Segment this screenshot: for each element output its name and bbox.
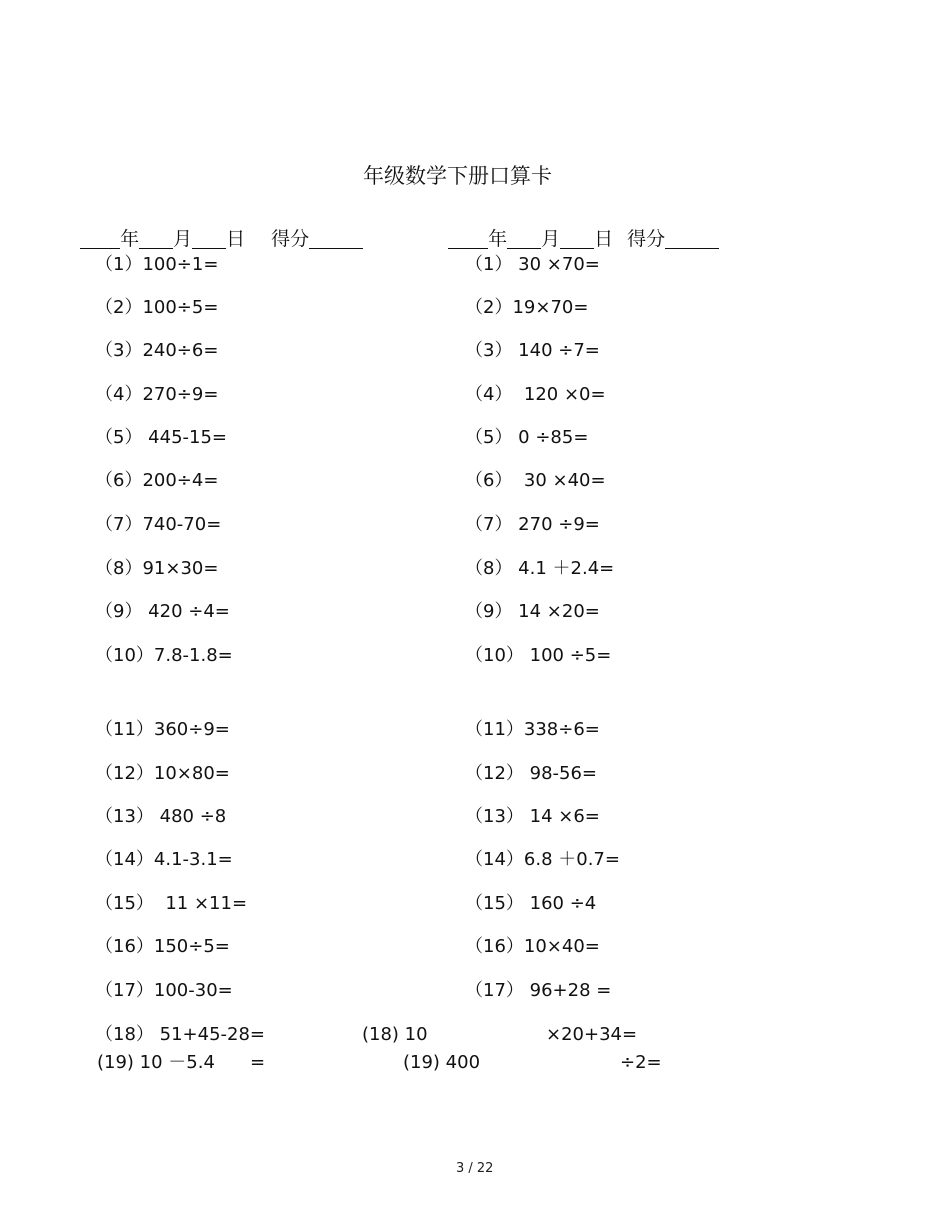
problem-item: （11）360÷9= [95,719,230,740]
problem-item: （2）19×70= [465,297,589,318]
header-month-label: 月 [541,228,561,250]
problem-item: （14）4.1-3.1= [95,849,233,870]
problem-18-right-part2: ×20+34= [546,1024,638,1045]
problem-18-left: （18） 51+45-28= [95,1024,265,1045]
problem-item: （5） 445-15= [95,427,228,448]
problem-19-right-part1: (19) 400 [403,1052,481,1073]
header-score-label: 得分 [627,228,666,250]
problem-item: （10）7.8-1.8= [95,645,233,666]
problem-item: （1）100÷1= [95,254,219,275]
header-month-label: 月 [173,228,193,250]
problem-item: （4） 120 ×0= [465,384,606,405]
problem-item: （8） 4.1 ＋2.4= [465,558,615,579]
blank-line-score [665,229,719,249]
problem-item: （7）740-70= [95,514,222,535]
header-day-label: 日 [226,228,246,250]
problem-item: （4）270÷9= [95,384,219,405]
problem-item: （9） 420 ÷4= [95,601,230,622]
problem-item: （3）240÷6= [95,340,219,361]
problem-item: （10） 100 ÷5= [465,645,612,666]
problem-item: （17） 96+28 = [465,980,612,1001]
problem-18-right-part1: (18) 10 [362,1024,428,1045]
problem-item: （16）150÷5= [95,936,230,957]
header-day-label: 日 [594,228,614,250]
problem-item: （13） 14 ×6= [465,806,600,827]
problem-item: （16）10×40= [465,936,600,957]
header-score-label: 得分 [271,228,310,250]
blank-line-score [309,229,363,249]
blank-line-year [80,229,120,249]
problem-item: （14）6.8 ＋0.7= [465,849,620,870]
problem-item: （9） 14 ×20= [465,601,600,622]
problem-item: （8）91×30= [95,558,219,579]
problem-item: （11）338÷6= [465,719,600,740]
page-number: 3 / 22 [456,1161,494,1176]
problem-item: （12）10×80= [95,763,230,784]
blank-line-month [139,229,173,249]
page-title: 年级数学下册口算卡 [363,164,552,188]
header-year-label: 年 [120,228,140,250]
problem-item: （13） 480 ÷8 [95,806,227,827]
header-right [436,210,719,249]
blank-line-day [560,229,594,249]
problem-item: （6）200÷4= [95,470,219,491]
problem-item: （17）100-30= [95,980,233,1001]
problem-item: （2）100÷5= [95,297,219,318]
header-left [68,210,363,249]
blank-line-day [192,229,226,249]
problem-19-left-part1: (19) 10 －5.4 [97,1052,215,1073]
problem-item: （5） 0 ÷85= [465,427,589,448]
problem-19-right-part2: ÷2= [620,1052,662,1073]
problem-item: （12） 98-56= [465,763,598,784]
problem-19-left-part2: = [250,1052,266,1073]
problem-item: （15） 160 ÷4 [465,893,597,914]
problem-item: （6） 30 ×40= [465,470,606,491]
blank-line-year [448,229,488,249]
header-year-label: 年 [488,228,508,250]
blank-line-month [507,229,541,249]
problem-item: （1） 30 ×70= [465,254,600,275]
problem-item: （15） 11 ×11= [95,893,248,914]
problem-item: （3） 140 ÷7= [465,340,600,361]
problem-item: （7） 270 ÷9= [465,514,600,535]
